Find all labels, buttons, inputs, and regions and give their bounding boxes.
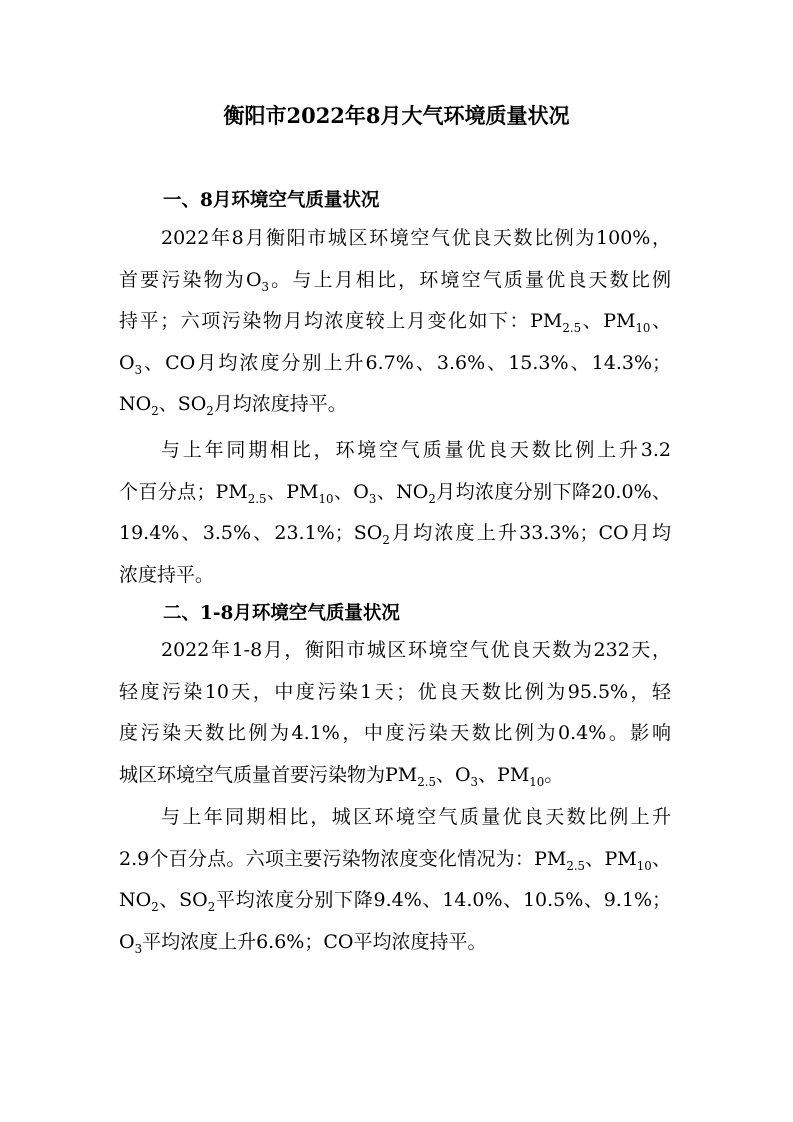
paragraph-line: 2.9个百分点。六项主要污染物浓度变化情况为：$PM_{2.5}$、$PM_{10}$、 (119, 847, 671, 873)
paragraph-line: 持平；六项污染物月均浓度较上月变化如下：$PM_{2.5}$、$PM_{10}$、 (119, 310, 671, 335)
section-heading-jan-aug: 二、1-8月环境空气质量状况 (163, 603, 400, 624)
paragraph-line: 首要污染物为$O_3$。与上月相比，环境空气质量优良天数比例 (119, 268, 671, 294)
paragraph-line: 城区环境空气质量首要污染物为$PM_{2.5}$、$O_3$、$PM_{10}$。 (119, 763, 564, 789)
paragraph-line: 与上年同期相比，环境空气质量优良天数比例上升3.2 (161, 439, 671, 461)
paragraph-line: 2022年1-8月，衡阳市城区环境空气优良天数为232天， (161, 639, 671, 661)
paragraph-line: $O_3$平均浓度上升6.6%；CO平均浓度持平。 (119, 930, 487, 956)
paragraph-line: 浓度持平。 (119, 563, 215, 586)
paragraph-august-yoy (119, 430, 671, 596)
paragraph-line: 个百分点；$PM_{2.5}$、$PM_{10}$、$O_3$、$NO_2$月均浓度分别下降20.0%、 (119, 480, 671, 506)
paragraph-line: 轻度污染10天，中度污染1天；优良天数比例为95.5%，轻 (119, 680, 671, 703)
paragraph-line: $O_3$、CO月均浓度分别上升6.7%、3.6%、15.3%、14.3%； (119, 351, 671, 377)
paragraph-line: 与上年同期相比，城区环境空气质量优良天数比例上升 (161, 806, 671, 828)
page-title: 衡阳市2022年8月大气环境质量状况 (223, 103, 570, 128)
paragraph-line: $NO_2$、$SO_2$月均浓度持平。 (119, 393, 347, 418)
section-heading-august: 一、8月环境空气质量状况 (163, 190, 380, 211)
paragraph-line: 度污染天数比例为4.1%，中度污染天数比例为0.4%。影响 (119, 722, 671, 744)
paragraph-august-monthly (119, 218, 671, 426)
paragraph-jan-aug-yoy (119, 797, 671, 963)
paragraph-jan-aug-summary (119, 630, 671, 796)
paragraph-line: 19.4%、3.5%、23.1%；$SO_2$月均浓度上升33.3%；CO月均 (119, 522, 671, 547)
paragraph-line: 2022年8月衡阳市城区环境空气优良天数比例为100%， (161, 227, 671, 249)
paragraph-line: $NO_2$、$SO_2$平均浓度分别下降9.4%、14.0%、10.5%、9.1%； (119, 889, 671, 914)
